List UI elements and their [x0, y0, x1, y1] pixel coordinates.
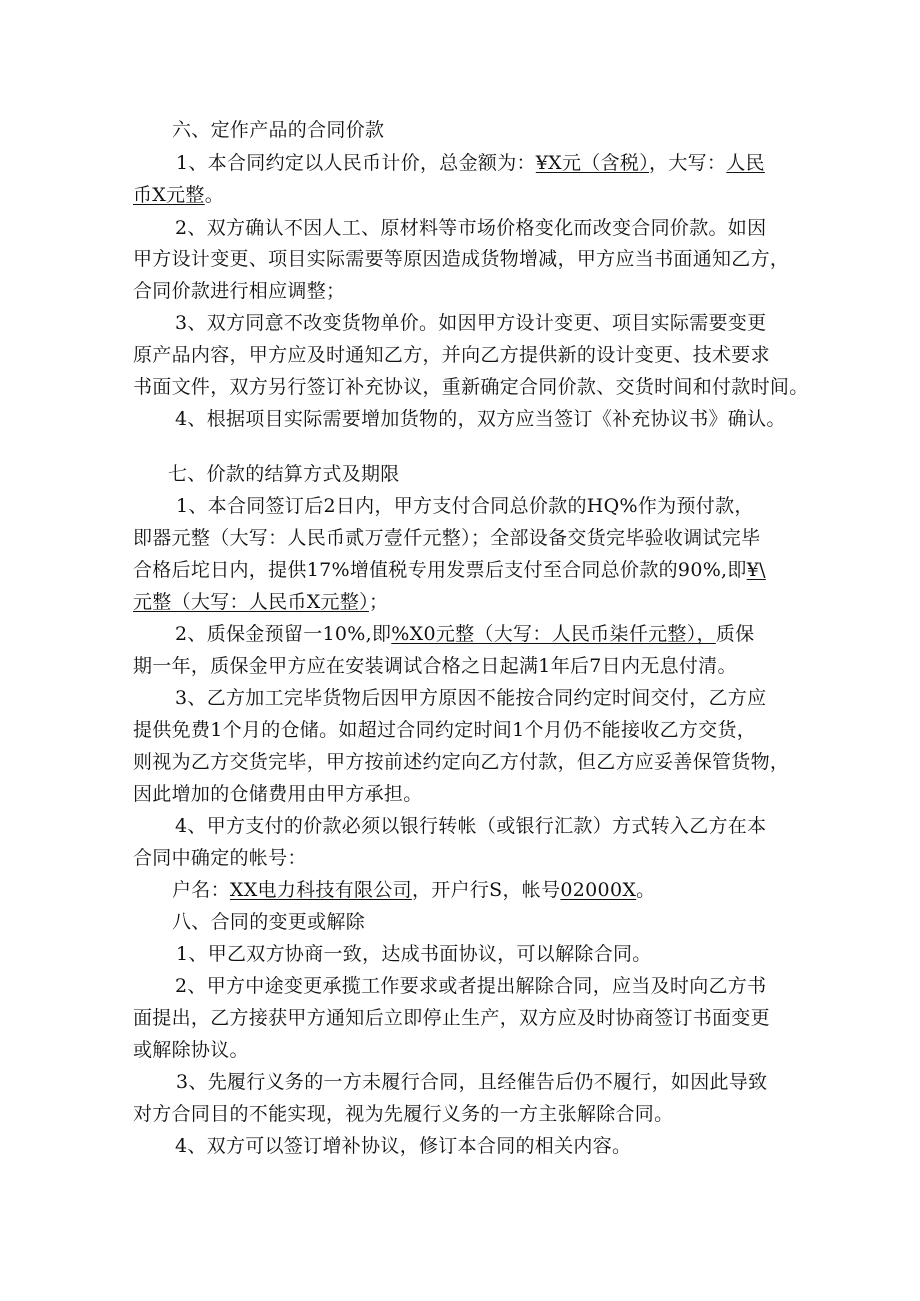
sec6-p2-line1: 2、双方确认不因人工、原材料等市场价格变化而改变合同价款。如因	[175, 217, 767, 239]
sec7-p1-line1: 1、本合同签订后2日内，甲方支付合同总价款的HQ%作为预付款，	[176, 495, 754, 517]
section-6-title: 六、定作产品的合同价款	[172, 119, 385, 141]
amount-words-part2: 币X元整	[133, 184, 205, 206]
sec7-p3-line4: 因此增加的仓储费用由甲方承担。	[133, 783, 423, 805]
account-number: 02000X	[560, 879, 637, 901]
sec7-p1-line4	[133, 589, 388, 615]
retention-amount: %X0元整（大写：人民币柒仟元整），	[391, 623, 716, 645]
sec7-p2-text2: 质保	[715, 623, 755, 645]
sec7-p2-line1	[175, 621, 754, 647]
sec8-p2-line2: 面提出，乙方接获甲方通知后立即停止生产，双方应及时协商签订书面变更	[133, 1007, 770, 1029]
sec6-p1-text2: ，大写：	[649, 152, 727, 174]
sec8-p3-line2: 对方合同目的不能实现，视为先履行义务的一方主张解除合同。	[133, 1103, 674, 1125]
sec7-p1-line3-text: 合格后坨日内，提供17%增值税专用发票后支付至合同总价款的90%,即	[133, 559, 747, 581]
sec6-p1-text: 1、本合同约定以人民币计价，总金额为：	[176, 152, 536, 174]
payment-amount-words: 元整（大写：人民币X元整）	[133, 591, 369, 613]
sec7-p2-text: 2、质保金预留一10%,即	[175, 623, 392, 645]
sec6-p1-end: 。	[204, 184, 225, 206]
account-bank: ，开户行S，帐号	[411, 879, 561, 901]
sec6-p3-line2: 原产品内容，甲方应及时通知乙方，并向乙方提供新的设计变更、技术要求	[133, 344, 770, 366]
total-amount: ¥X元（含税）	[535, 152, 650, 174]
sec6-p1-line1	[176, 150, 765, 176]
sec6-p4: 4、根据项目实际需要增加货物的，双方应当签订《补充协议书》确认。	[175, 408, 786, 430]
sec8-p4: 4、双方可以签订增补协议，修订本合同的相关内容。	[175, 1135, 632, 1157]
amount-words-part1: 人民	[726, 152, 765, 174]
sec8-p3-line1: 3、先履行义务的一方未履行合同，且经催告后仍不履行，如因此导致	[176, 1071, 768, 1093]
section-7-title: 七、价款的结算方式及期限	[168, 463, 400, 485]
sec6-p3-line3: 书面文件，双方另行签订补充协议，重新确定合同价款、交货时间和付款时间。	[133, 376, 809, 398]
sec7-p2-line2: 期一年，质保金甲方应在安装调试合格之日起满1年后7日内无息付清。	[133, 655, 737, 677]
sec7-p3-line1: 3、乙方加工完毕货物后因甲方原因不能按合同约定时间交付，乙方应	[175, 687, 767, 709]
sec8-p1: 1、甲乙双方协商一致，达成书面协议，可以解除合同。	[176, 943, 652, 965]
sec6-p2-line2: 甲方设计变更、项目实际需要等原因造成货物增减，甲方应当书面通知乙方，	[133, 248, 790, 270]
sec7-p1-line3	[133, 557, 766, 583]
account-line	[172, 877, 655, 903]
sec6-p3-line1: 3、双方同意不改变货物单价。如因甲方设计变更、项目实际需要变更	[175, 312, 767, 334]
account-name: XX电力科技有限公司	[229, 879, 412, 901]
sec6-p1-line2	[133, 182, 224, 208]
sec6-p2-line3: 合同价款进行相应调整；	[133, 280, 346, 302]
sec7-p1-line2: 即器元整（大写：人民币贰万壹仟元整）；全部设备交货完毕验收调试完毕	[133, 527, 761, 549]
sec7-p4-line1: 4、甲方支付的价款必须以银行转帐（或银行汇款）方式转入乙方在本	[175, 815, 767, 837]
sec7-p3-line2: 提供免费1个月的仓储。如超过合同约定时间1个月仍不能接收乙方交货，	[133, 719, 757, 741]
sec8-p2-line3: 或解除协议。	[133, 1039, 249, 1061]
account-prefix: 户名：	[172, 879, 230, 901]
payment-amount-symbol: ¥\	[746, 559, 766, 581]
sec7-p3-line3: 则视为乙方交货完毕，甲方按前述约定向乙方付款，但乙方应妥善保管货物，	[133, 751, 790, 773]
sec7-p4-line2: 合同中确定的帐号：	[133, 847, 307, 869]
section-8-title: 八、合同的变更或解除	[172, 911, 366, 933]
account-end: 。	[636, 879, 656, 901]
sec7-p1-end: ；	[368, 591, 389, 613]
sec8-p2-line1: 2、甲方中途变更承揽工作要求或者提出解除合同，应当及时向乙方书	[175, 975, 767, 997]
